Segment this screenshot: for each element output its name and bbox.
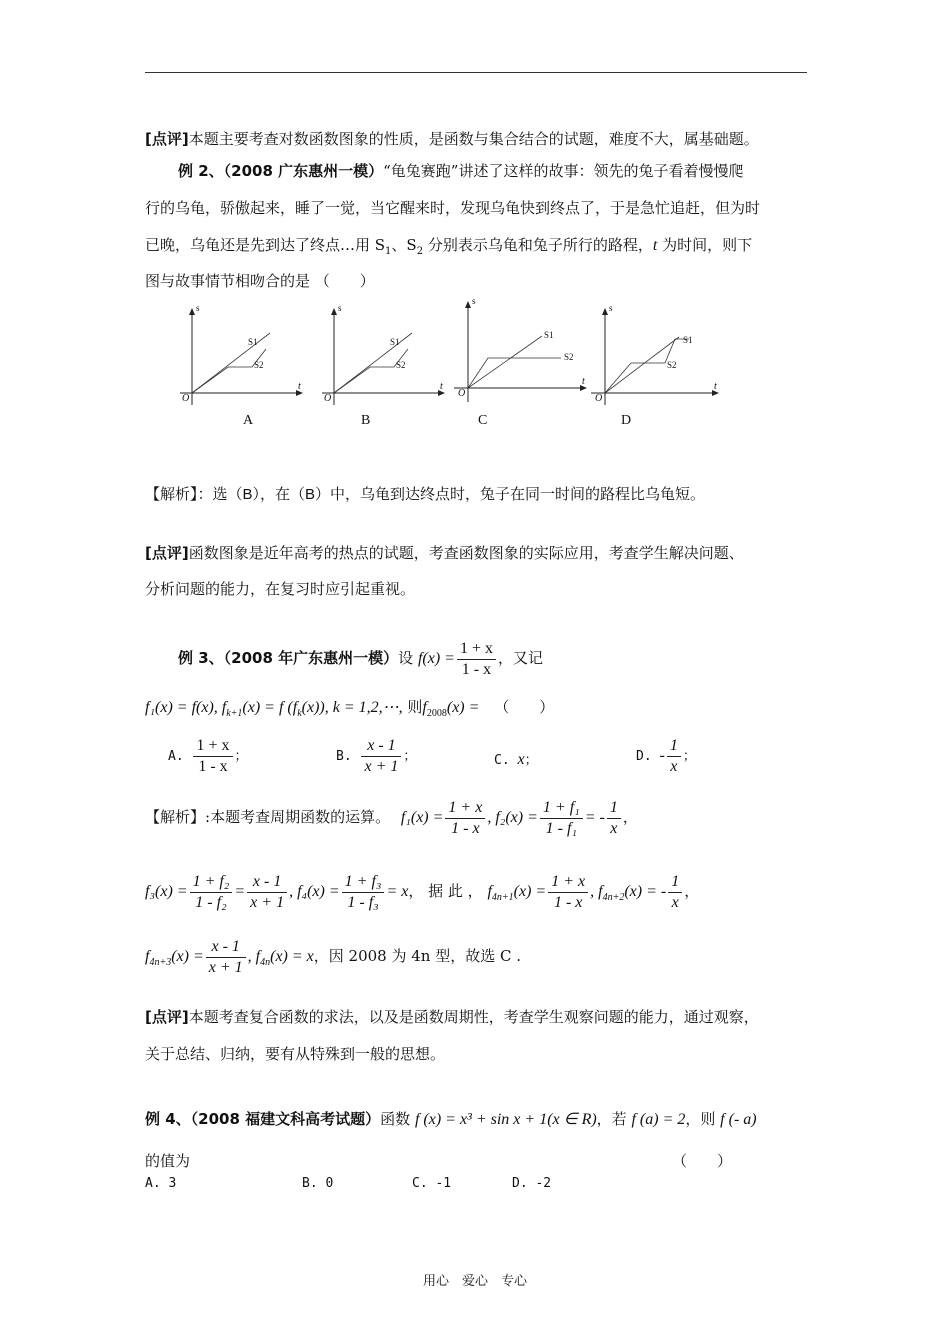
math-expr: (x) = (171, 948, 204, 965)
text-span: 则 (407, 698, 423, 716)
example-2-line-3 (145, 234, 752, 263)
denominator: x (610, 819, 618, 837)
text-span: ，则 (685, 1110, 716, 1128)
math-expr: f (x) = x³ + sin x + 1(x ∈ R) (414, 1111, 597, 1128)
example-2-line-4: 图与故事情节相吻合的是 （ ） (145, 272, 375, 290)
s2-label: S2 (254, 360, 264, 370)
comment-2-line-1 (145, 542, 744, 564)
math-expr: = x (386, 883, 409, 900)
text-span: 为时间，则下 (657, 236, 753, 254)
example-4-option-b: B. 0 (302, 1176, 334, 1191)
option-a (168, 736, 248, 777)
text-span: ； (524, 753, 538, 768)
math-expr: (x) = - (624, 883, 667, 900)
numerator: 1 (668, 872, 682, 893)
text-span: ； (403, 749, 417, 764)
graph-b-label: B (361, 413, 371, 428)
example-3-line-2 (145, 692, 554, 729)
s2-label: S2 (396, 360, 406, 370)
answer-2 (145, 483, 705, 506)
text-span: ； (234, 749, 248, 764)
graph-c (446, 298, 596, 408)
subscript: 2 (416, 246, 424, 257)
numerator: 1 + x (193, 736, 232, 757)
example-4-option-d: D. -2 (512, 1176, 552, 1191)
answer-text: :本题考查周期函数的运算。 (205, 808, 391, 826)
math-sign: - (659, 747, 665, 764)
subscript: k (297, 708, 302, 719)
page-footer: 用心 爱心 专心 (422, 1274, 527, 1289)
example-3-line-1 (178, 637, 543, 680)
comment-text: 本题主要考查对数函数图象的性质，是函数与集合结合的试题，难度不大，属基础题。 (188, 130, 759, 148)
option-label: B. (336, 749, 352, 764)
text-span: ，若 (596, 1110, 627, 1128)
text-span: ，又记 (497, 649, 543, 667)
numerator: 1 + f₁ (540, 798, 583, 819)
graph-b (312, 305, 452, 415)
answer-tag: 【解析】 (145, 486, 198, 503)
text-span: 函数 (380, 1110, 411, 1128)
option-label: D. (636, 749, 652, 764)
answer-3-line-2 (145, 870, 699, 919)
option-c (494, 749, 538, 769)
example-2-title: 例 2、（2008 广东惠州一模） (178, 162, 384, 180)
comment-3-line-1 (145, 1006, 759, 1028)
example-4-answer-blank: （ ） (672, 1152, 733, 1170)
denominator: x (671, 893, 679, 911)
example-4-option-c: C. -1 (412, 1176, 452, 1191)
option-d (636, 736, 696, 777)
math-expr: f₃(x) = (145, 883, 188, 900)
math-expr: (x) = (446, 699, 480, 716)
fraction (457, 639, 496, 680)
math-expr: , f₄(x) = (289, 883, 340, 900)
example-2-line-1 (178, 160, 743, 182)
numerator: 1 + f₂ (190, 872, 233, 893)
numerator: x - 1 (206, 937, 246, 958)
math-expr: = (234, 883, 246, 900)
axis-t-label: t (440, 381, 443, 392)
subscript: k+1 (226, 708, 243, 719)
subscript: 1 (385, 246, 392, 257)
text-span: ， (684, 882, 700, 900)
fraction (247, 872, 287, 913)
example-2-line-2: 行的乌龟，骄傲起来，睡了一觉，当它醒来时，发现乌龟快到终点了，于是急忙追赶，但为时 (145, 199, 761, 217)
denominator: 1 - x (553, 893, 583, 911)
math-expr: = - (584, 809, 605, 826)
text-span: 设 (398, 649, 414, 667)
comment-1 (145, 128, 759, 150)
axis-t-label: t (582, 376, 585, 387)
denominator: 1 - x (461, 660, 492, 678)
axis-s-label: s (338, 303, 342, 313)
math-expr: f (422, 699, 427, 716)
graph-d-label: D (621, 413, 632, 428)
math-expr: (x) = f (f (242, 699, 298, 716)
numerator: x - 1 (361, 736, 401, 757)
fraction (342, 872, 385, 913)
fraction (361, 736, 401, 777)
s1-label: S1 (390, 337, 400, 347)
example-4-line-1 (145, 1102, 757, 1137)
origin-label: O (324, 393, 332, 404)
numerator: x - 1 (247, 872, 287, 893)
numerator: 1 (607, 798, 621, 819)
subscript: 4n+3 (149, 957, 172, 968)
example-4-option-a: A. 3 (145, 1176, 177, 1191)
math-expr: f(x) = (417, 650, 455, 667)
fraction (190, 872, 233, 913)
comment-text: 本题考查复合函数的求法，以及是函数周期性，考查学生观察问题的能力，通过观察， (188, 1008, 759, 1026)
math-expr: (x)), k = 1,2,⋯, (301, 699, 403, 716)
numerator: 1 + x (457, 639, 496, 660)
denominator: 1 - f₃ (347, 893, 379, 911)
graph-c-label: C (478, 413, 488, 428)
text-span: 、S (391, 236, 417, 254)
denominator: x + 1 (250, 893, 285, 911)
subscript: 4n+2 (602, 892, 625, 903)
denominator: 1 - x (198, 758, 228, 775)
math-expr: f₁(x) = f(x), f (145, 699, 227, 716)
fraction (548, 872, 588, 913)
axis-s-label: s (609, 303, 613, 313)
math-var: t (652, 237, 658, 254)
example-2-text: “龟兔赛跑”讲述了这样的故事：领先的兔子看着慢慢爬 (383, 162, 744, 180)
denominator: 1 - f₁ (545, 819, 577, 837)
axis-s-label: s (472, 296, 476, 306)
fraction (668, 872, 682, 913)
axis-t-label: t (298, 381, 301, 392)
answer-tag: 【解析】 (145, 809, 206, 826)
text-span: 分别表示乌龟和兔子所行的路程， (423, 236, 653, 254)
origin-label: O (458, 388, 466, 399)
denominator: x + 1 (364, 758, 399, 775)
graph-a-label: A (243, 413, 254, 428)
subscript: 4n+1 (491, 892, 514, 903)
comment-3-line-2: 关于总结、归纳，要有从特殊到一般的思想。 (145, 1045, 446, 1063)
axis-t-label: t (714, 381, 717, 392)
denominator: x + 1 (208, 958, 243, 976)
answer-3-line-3 (145, 935, 521, 984)
math-expr: , f (247, 948, 261, 965)
math-expr: f (145, 948, 150, 965)
math-expr: (x) = (513, 883, 547, 900)
example-4-line-2: 的值为 (145, 1152, 191, 1170)
text-span: ； (682, 749, 696, 764)
s2-label: S2 (667, 360, 677, 370)
fraction (445, 798, 485, 839)
math-expr: , f₂(x) = (487, 809, 538, 826)
math-expr: f₁(x) = (400, 809, 444, 826)
option-b (336, 736, 416, 777)
comment-2-line-2: 分析问题的能力，在复习时应引起重视。 (145, 580, 416, 598)
fraction (193, 736, 232, 777)
s1-label: S1 (248, 337, 258, 347)
axis-s-label: s (196, 303, 200, 313)
denominator: x (670, 758, 678, 775)
graph-d (583, 305, 723, 415)
answer-text: ：选（B），在（B）中，乌龟到达终点时，兔子在同一时间的路程比乌龟短。 (197, 486, 706, 503)
answer-3-line-1 (145, 796, 638, 839)
math-expr: f (487, 883, 492, 900)
option-label: A. (168, 749, 184, 764)
numerator: 1 + x (548, 872, 588, 893)
comment-tag: [点评] (145, 130, 189, 148)
fraction (607, 798, 621, 839)
denominator: 1 - f₂ (195, 893, 227, 911)
s1-label: S1 (544, 330, 554, 340)
math-expr: (x) = x (270, 948, 314, 965)
math-expr: f (a) = 2 (631, 1111, 686, 1128)
text-span: ， (622, 808, 638, 826)
subscript: 4n (260, 957, 271, 968)
option-label: C. (494, 753, 510, 768)
subscript: 2008 (426, 708, 447, 719)
math-var: x (517, 751, 525, 768)
comment-tag: [点评] (145, 1008, 189, 1026)
denominator: 1 - x (451, 819, 480, 837)
fraction (206, 937, 246, 978)
fraction (667, 736, 681, 777)
fraction (540, 798, 583, 839)
math-expr: f (- a) (720, 1111, 757, 1128)
s2-label: S2 (564, 352, 574, 362)
comment-tag: [点评] (145, 544, 189, 562)
comment-text: 函数图象是近年高考的热点的试题，考查函数图象的实际应用，考查学生解决问题、 (188, 544, 744, 562)
math-expr: , f (590, 883, 603, 900)
s1-label: S1 (683, 335, 693, 345)
answer-blank: （ ） (494, 698, 555, 716)
numerator: 1 + f₃ (342, 872, 385, 893)
origin-label: O (595, 393, 603, 404)
graph-a (170, 305, 310, 415)
numerator: 1 (667, 736, 681, 757)
text-span: 已晚，乌龟还是先到达了终点…用 S (145, 236, 386, 254)
header-rule (145, 72, 807, 73)
example-4-title: 例 4、（2008 福建文科高考试题） (145, 1110, 381, 1128)
origin-label: O (182, 393, 190, 404)
example-3-title: 例 3、（2008 年广东惠州一模） (178, 649, 399, 667)
conclusion-text: ，因 2008 为 4n 型，故选 C . (313, 947, 522, 965)
text-span: ， 据 此 ， (408, 882, 483, 900)
numerator: 1 + x (445, 798, 485, 819)
